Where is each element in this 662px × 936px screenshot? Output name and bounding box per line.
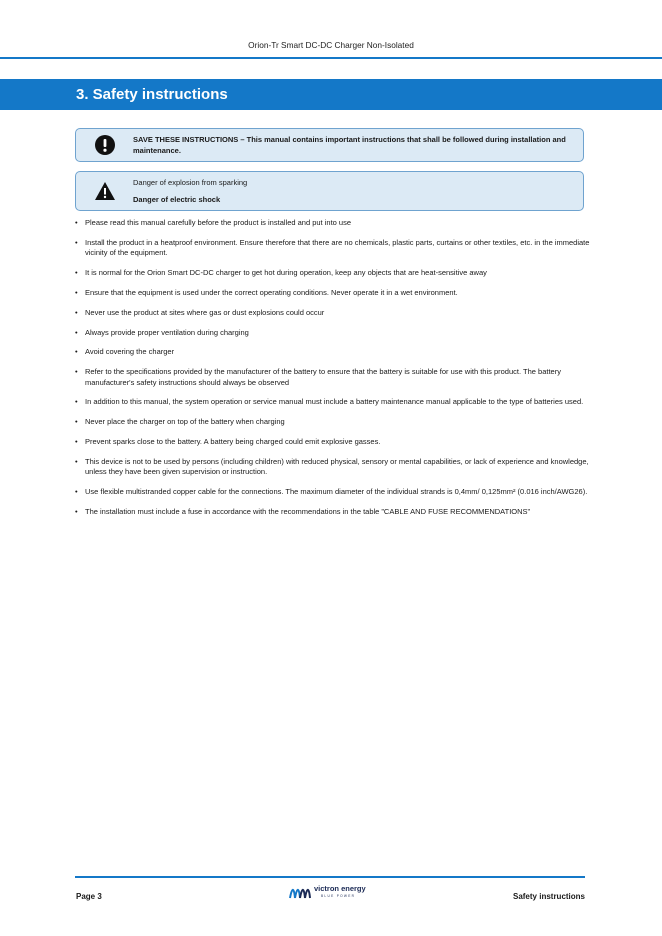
list-item-text: Ensure that the equipment is used under the correct operating conditions. Never operate it in a wet environment. bbox=[85, 287, 458, 297]
footer-rule bbox=[75, 876, 585, 878]
bullet-icon: • bbox=[75, 218, 78, 227]
bullet-icon: • bbox=[75, 487, 78, 497]
safety-bullet-list bbox=[75, 218, 590, 527]
running-header: Orion-Tr Smart DC-DC Charger Non-Isolated bbox=[248, 40, 414, 50]
list-item bbox=[75, 218, 590, 229]
list-item bbox=[75, 457, 590, 478]
list-item-text: Avoid covering the charger bbox=[85, 347, 175, 357]
warning-triangle-icon bbox=[94, 180, 116, 202]
bullet-icon: • bbox=[75, 347, 78, 357]
save-instructions-notice bbox=[75, 128, 584, 162]
list-item-text: Use flexible multistranded copper cable for the connections. The maximum diameter of the individual strands is 0,4mm/ 0,125mm² (0.016 inch/AWG26). bbox=[85, 487, 588, 497]
list-item bbox=[75, 397, 590, 408]
list-item bbox=[75, 268, 590, 279]
list-item-text: Never use the product at sites where gas or dust explosions could occur bbox=[85, 307, 325, 317]
bullet-icon: • bbox=[75, 417, 78, 427]
danger-text bbox=[133, 177, 573, 205]
list-item bbox=[75, 347, 590, 358]
exclamation-circle-icon bbox=[94, 134, 116, 156]
footer-section-label: Safety instructions bbox=[512, 892, 585, 901]
list-item bbox=[75, 437, 590, 448]
danger-explosion-line: Danger of explosion from sparking bbox=[133, 178, 248, 187]
footer-page-number: Page 3 bbox=[76, 892, 102, 901]
list-item-text: Prevent sparks close to the battery. A battery being charged could emit explosive gasses. bbox=[85, 437, 381, 446]
bullet-icon: • bbox=[75, 327, 78, 337]
danger-shock-line: Danger of electric shock bbox=[133, 195, 221, 204]
header-rule bbox=[0, 57, 662, 59]
save-instructions-text: SAVE THESE INSTRUCTIONS – This manual contains important instructions that shall be followed during installation and maintenance. bbox=[133, 135, 566, 155]
bullet-icon: • bbox=[75, 456, 78, 466]
victron-logo bbox=[288, 882, 378, 902]
list-item-text: It is normal for the Orion Smart DC-DC charger to get hot during operation, keep any objects that are heat-sensitive away bbox=[85, 268, 487, 278]
victron-logo-icon bbox=[288, 883, 312, 901]
list-item-text: In addition to this manual, the system operation or service manual must include a battery maintenance manual applicable to the type of batteries used. bbox=[85, 397, 584, 407]
list-item-text: Never place the charger on top of the battery when charging bbox=[85, 417, 285, 427]
bullet-icon: • bbox=[75, 437, 78, 446]
logo-wordmark: victron energy bbox=[314, 884, 366, 893]
list-item-text: Refer to the specifications provided by the manufacturer of the battery to ensure that the battery is suitable for use with this product. The battery manufacturer's safety instructions should always be observed bbox=[85, 367, 561, 387]
danger-notice bbox=[75, 171, 584, 211]
list-item-text: This device is not to be used by persons (including children) with reduced physical, sensory or mental capabilities, or lack of experience and knowledge, unless they have been given supervision or instruction. bbox=[85, 456, 589, 477]
bullet-icon: • bbox=[75, 367, 78, 377]
bullet-icon: • bbox=[75, 237, 78, 247]
list-item-text: Always provide proper ventilation during charging bbox=[85, 327, 249, 337]
bullet-icon: • bbox=[75, 397, 78, 407]
list-item-text: Install the product in a heatproof environment. Ensure therefore that there are no chemicals, plastic parts, curtains or other textiles, etc. in the immediate vicinity of the equipment. bbox=[85, 237, 590, 258]
list-item-text: The installation must include a fuse in accordance with the recommendations in the table ”CABLE AND FUSE RECOMMENDATIONS” bbox=[85, 506, 531, 516]
list-item bbox=[75, 308, 590, 319]
list-item bbox=[75, 487, 590, 498]
section-heading-band bbox=[0, 79, 662, 110]
list-item bbox=[75, 288, 590, 299]
section-title: 3. Safety instructions bbox=[76, 86, 228, 103]
list-item-text: Please read this manual carefully before the product is installed and put into use bbox=[85, 218, 351, 227]
bullet-icon: • bbox=[75, 268, 78, 278]
list-item bbox=[75, 507, 590, 518]
list-item bbox=[75, 417, 590, 428]
list-item bbox=[75, 238, 590, 259]
bullet-icon: • bbox=[75, 307, 78, 317]
list-item bbox=[75, 328, 590, 339]
bullet-icon: • bbox=[75, 287, 78, 297]
list-item bbox=[75, 367, 590, 388]
bullet-icon: • bbox=[75, 506, 78, 516]
logo-tagline: BLUE POWER bbox=[321, 894, 356, 898]
